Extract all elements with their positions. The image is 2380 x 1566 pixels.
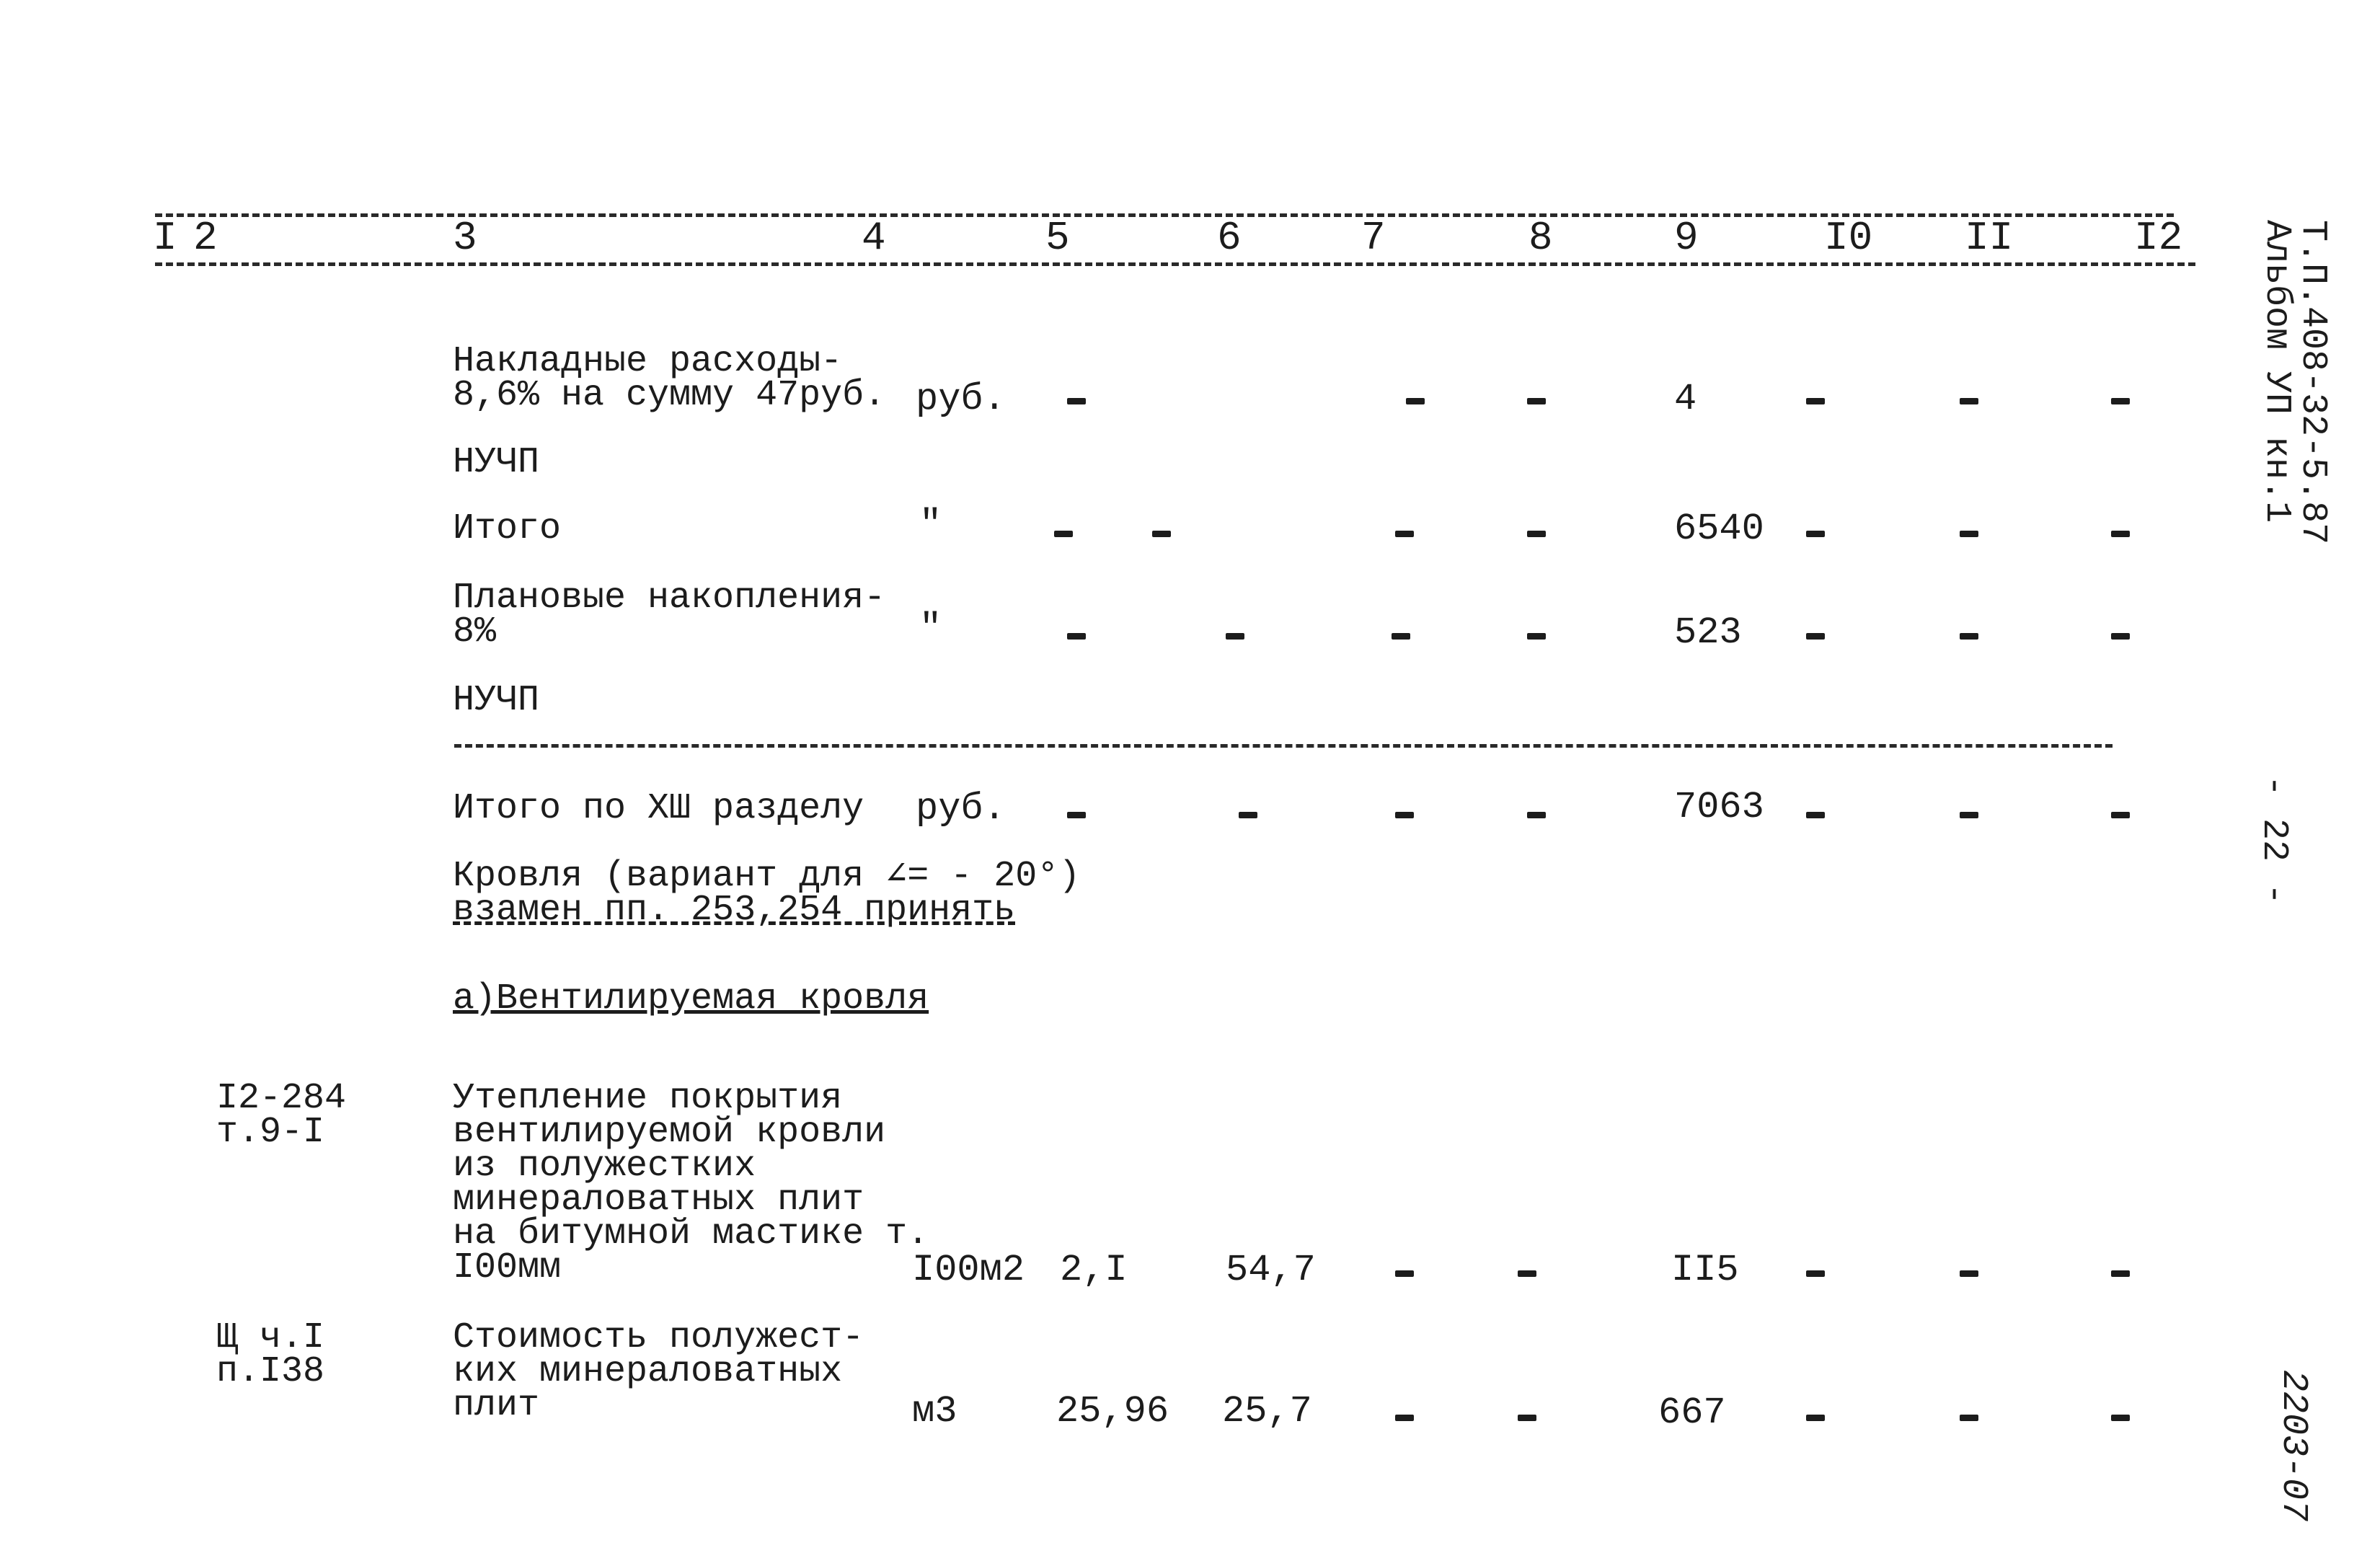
- row-total-unit: ": [919, 503, 942, 546]
- page-number: - 22 -: [2253, 775, 2294, 906]
- row-cost-text: Стоимость полужест- ких минераловатных плит: [453, 1317, 864, 1426]
- row-insulation-text: Утепление покрытия вентилируемой кровли из полужестких минераловатных плит на битумной мастике т. I00мм: [453, 1078, 929, 1288]
- row-planned-col9: 523: [1674, 611, 1742, 654]
- row-insulation-col5: 2,I: [1060, 1249, 1128, 1291]
- row-insulation-col9: II5: [1671, 1249, 1739, 1291]
- album-reference: Т.П.408-32-5.87 Альбом УП кн.1: [2256, 220, 2333, 545]
- row-overhead-unit: руб.: [916, 378, 1006, 420]
- row-cost-code: Щ ч.I п.I38: [216, 1317, 325, 1392]
- row-cost-col5: 25,96: [1056, 1390, 1169, 1433]
- col-header-12: I2: [2134, 215, 2183, 261]
- col-header-4: 4: [862, 215, 886, 261]
- row-total-col9: 6540: [1674, 508, 1764, 550]
- header-top-rule: [155, 213, 2174, 217]
- dash: [1960, 812, 1978, 818]
- col-header-6: 6: [1217, 215, 1242, 261]
- header-bottom-rule: [155, 262, 2195, 266]
- col-header-5: 5: [1045, 215, 1070, 261]
- dash: [2111, 633, 2130, 640]
- dash: [1960, 531, 1978, 537]
- dash: [2111, 531, 2130, 537]
- dash: [1806, 398, 1825, 404]
- dash: [2111, 812, 2130, 818]
- dash: [1806, 812, 1825, 818]
- col-header-11: II: [1965, 215, 2014, 261]
- dash: [1806, 1415, 1825, 1421]
- row-insulation-col6: 54,7: [1226, 1249, 1316, 1291]
- col-header-1: I: [153, 215, 177, 261]
- dash: [1806, 531, 1825, 537]
- dash: [2111, 1270, 2130, 1277]
- row-cost-unit: м3: [912, 1390, 957, 1433]
- dash: [1960, 1270, 1978, 1277]
- row-nuchp-text: НУЧП: [453, 680, 540, 721]
- row-total-text: Итого: [453, 508, 562, 549]
- col-header-10: I0: [1824, 215, 1873, 261]
- dash: [1067, 633, 1086, 640]
- row-planned-text: Плановые накопления- 8%: [453, 578, 886, 652]
- dash: [1527, 633, 1546, 640]
- dash: [1518, 1415, 1536, 1421]
- row-nuchp-text: НУЧП: [453, 442, 540, 483]
- dash: [1960, 1415, 1978, 1421]
- row-section-total-unit: руб.: [916, 787, 1006, 830]
- col-header-7: 7: [1361, 215, 1386, 261]
- dash: [1395, 812, 1414, 818]
- row-overhead-text: Накладные расходы- 8,6% на сумму 47руб.: [453, 341, 886, 416]
- row-insulation-unit: I00м2: [912, 1249, 1025, 1291]
- dash: [2111, 398, 2130, 404]
- row-cost-col6: 25,7: [1222, 1390, 1312, 1433]
- row-ventilated-roof-heading: а)Вентилируемая кровля: [453, 978, 929, 1019]
- col-header-3: 3: [453, 215, 477, 261]
- dash: [1395, 1415, 1414, 1421]
- row-section-total-text: Итого по XШ разделу: [453, 788, 864, 829]
- dash: [1054, 531, 1073, 537]
- dash: [1406, 398, 1425, 404]
- dash: [1527, 531, 1546, 537]
- row-overhead-col9: 4: [1674, 378, 1697, 420]
- dash: [1067, 398, 1086, 404]
- sheet-code: 2203-07: [2273, 1370, 2314, 1522]
- dash: [1527, 398, 1546, 404]
- dash: [1239, 812, 1257, 818]
- dash: [1067, 812, 1086, 818]
- dash: [1960, 398, 1978, 404]
- row-roof-heading: Кровля (вариант для ∠= - 20°) взамен пп. 253,254 принять: [453, 856, 1081, 931]
- section-rule: [454, 744, 2113, 748]
- dash: [1392, 633, 1410, 640]
- dash: [1518, 1270, 1536, 1277]
- dash: [1806, 1270, 1825, 1277]
- row-planned-unit: ": [919, 607, 942, 650]
- col-header-8: 8: [1529, 215, 1553, 261]
- col-header-2: 2: [193, 215, 218, 261]
- dash: [1152, 531, 1171, 537]
- dash: [1806, 633, 1825, 640]
- row-section-total-col9: 7063: [1674, 786, 1764, 828]
- col-header-9: 9: [1674, 215, 1699, 261]
- dash: [1960, 633, 1978, 640]
- dash: [2111, 1415, 2130, 1421]
- dash: [1395, 531, 1414, 537]
- dash: [1226, 633, 1244, 640]
- dash: [1527, 812, 1546, 818]
- row-insulation-code: I2-284 т.9-I: [216, 1078, 347, 1153]
- dash: [1395, 1270, 1414, 1277]
- row-cost-col9: 667: [1658, 1392, 1726, 1434]
